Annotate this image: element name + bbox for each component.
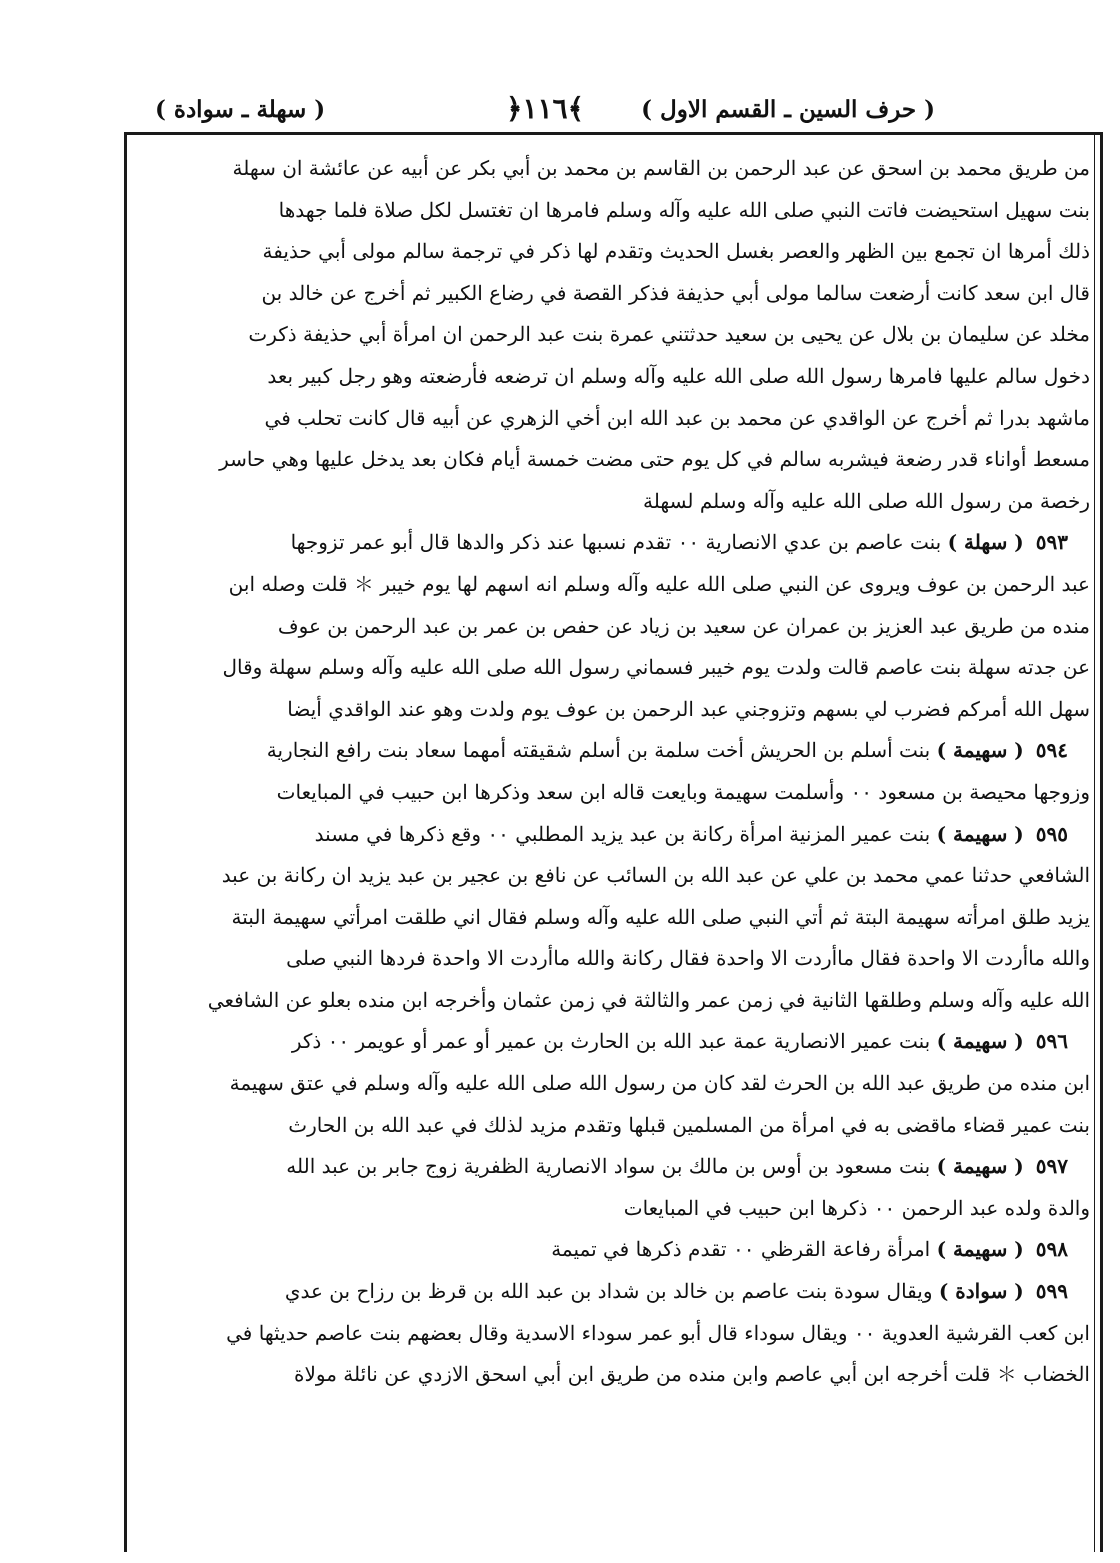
- text-line: [140, 314, 1090, 356]
- line-text: بنت أسلم بن الحريش أخت سلمة بن أسلم شقيقته أمهما سعاد بنت رافع النجارية: [266, 738, 931, 763]
- line-text: بنت عمير الانصارية عمة عبد الله بن الحارث بن عمير أو عمر أو عويمر ٠٠ ذكر: [291, 1029, 931, 1054]
- entry-number: ٥٩٥: [1035, 821, 1068, 846]
- line-text: عن جدته سهلة بنت عاصم قالت ولدت يوم خيبر فسماني رسول الله صلى الله عليه وآله وسلم سهلة وقال: [222, 655, 1090, 680]
- line-text: سهل الله أمركم فضرب لي بسهم وتزوجني عبد الرحمن بن عوف يوم ولدت وهو عند الواقدي أيضا: [287, 696, 1090, 721]
- text-line: [140, 772, 1090, 814]
- line-text: رخصة من رسول الله صلى الله عليه وآله وسلم لسهلة: [643, 488, 1090, 513]
- frame-right-rule: [1100, 132, 1103, 1552]
- entry-first-line: [140, 814, 1090, 856]
- line-text: الله عليه وآله وسلم وطلقها الثانية في زمن عمر والثالثة في زمن عثمان وأخرجه ابن منده بعلو عن الشافعي: [207, 987, 1090, 1012]
- entry-number: ٥٩٤: [1035, 738, 1068, 763]
- entry-number: ٥٩٨: [1035, 1237, 1068, 1262]
- text-line: [140, 148, 1090, 190]
- entry-name: ( سهيمة ): [936, 821, 1024, 846]
- line-text: امرأة رفاعة القرظي ٠٠ تقدم ذكرها في تميمة: [551, 1237, 931, 1262]
- entry-range-heading: ( سهلة ـ سوادة ): [155, 96, 326, 123]
- entry-number: ٥٩٩: [1035, 1279, 1068, 1304]
- text-line: [140, 1105, 1090, 1147]
- line-text: بنت مسعود بن أوس بن مالك بن سواد الانصارية الظفرية زوج جابر بن عبد الله: [286, 1154, 931, 1179]
- entry-name: ( سوادة ): [938, 1279, 1024, 1304]
- line-text: ويقال سودة بنت عاصم بن خالد بن شداد بن عبد الله بن قرظ بن رزاح بن عدي: [284, 1279, 933, 1304]
- text-line: [140, 855, 1090, 897]
- line-text: ابن كعب القرشية العدوية ٠٠ ويقال سوداء قال أبو عمر سوداء الاسدية وقال بعضهم بنت عاصم حديثها في: [226, 1320, 1090, 1345]
- text-line: [140, 897, 1090, 939]
- frame-right-inner-rule: [1094, 132, 1095, 1552]
- entry-number: ٥٩٦: [1035, 1029, 1068, 1054]
- body-text: [140, 148, 1090, 1396]
- entry-name: ( سهيمة ): [936, 1237, 1024, 1262]
- line-text: والله ماأردت الا واحدة فقال ماأردت الا واحدة فقال ركانة والله ماأردت الا واحدة فردها النبي صلى: [286, 946, 1090, 971]
- text-line: [140, 938, 1090, 980]
- frame-left-rule: [124, 132, 127, 1552]
- line-text: يزيد طلق امرأته سهيمة البتة ثم أتي النبي صلى الله عليه وآله وسلم فقال اني طلقت امرأتي سهيمة البتة: [231, 904, 1090, 929]
- line-text: قال ابن سعد كانت أرضعت سالما مولى أبي حذيفة فذكر القصة في رضاع الكبير ثم أخرج عن خالد بن: [261, 280, 1090, 305]
- text-line: [140, 398, 1090, 440]
- text-line: [140, 564, 1090, 606]
- text-line: [140, 1354, 1090, 1396]
- line-text: ذلك أمرها ان تجمع بين الظهر والعصر بغسل الحديث وتقدم لها ذكر في ترجمة سالم مولى أبي حذيفة: [262, 239, 1090, 264]
- line-text: الخضاب ＊ قلت أخرجه ابن أبي عاصم وابن منده من طريق ابن أبي اسحق الازدي عن نائلة مولاة: [294, 1362, 1090, 1387]
- text-line: [140, 356, 1090, 398]
- line-text: ابن منده من طريق عبد الله بن الحرث لقد كان من رسول الله صلى الله عليه وآله وسلم في عتق سهيمة: [229, 1071, 1090, 1096]
- line-text: بنت عمير قضاء ماقضى به في امرأة من المسلمين قبلها وتقدم مزيد لذلك في عبد الله بن الحارث: [288, 1112, 1090, 1137]
- line-text: دخول سالم عليها فامرها رسول الله صلى الله عليه وآله وسلم ان ترضعه فأرضعته وهو رجل كبير بعد: [267, 363, 1090, 388]
- line-text: عبد الرحمن بن عوف ويروى عن النبي صلى الله عليه وآله وسلم انه اسهم لها يوم خيبر ＊ قلت وصله ابن: [228, 571, 1090, 596]
- section-heading: ( حرف السين ـ القسم الاول ): [641, 96, 935, 123]
- entry-number: ٥٩٧: [1035, 1154, 1068, 1179]
- entry-first-line: [140, 1021, 1090, 1063]
- text-line: [140, 689, 1090, 731]
- line-text: وزوجها محيصة بن مسعود ٠٠ وأسلمت سهيمة وبايعت قاله ابن سعد وذكرها ابن حبيب في المبايعات: [276, 779, 1090, 804]
- page-number: ﴾١١٦﴿: [506, 92, 584, 125]
- text-line: [140, 647, 1090, 689]
- entry-first-line: [140, 522, 1090, 564]
- text-line: [140, 1063, 1090, 1105]
- entry-first-line: [140, 730, 1090, 772]
- line-text: والدة ولده عبد الرحمن ٠٠ ذكرها ابن حبيب في المبايعات: [623, 1195, 1090, 1220]
- text-line: [140, 190, 1090, 232]
- frame-top-rule: [124, 132, 1103, 135]
- text-line: [140, 606, 1090, 648]
- text-line: [140, 231, 1090, 273]
- entry-name: ( سهيمة ): [936, 1029, 1024, 1054]
- entry-number: ٥٩٣: [1035, 530, 1068, 555]
- text-line: [140, 1188, 1090, 1230]
- page-header: [155, 92, 935, 132]
- line-text: ماشهد بدرا ثم أخرج عن الواقدي عن محمد بن عبد الله ابن أخي الزهري عن أبيه قال كانت تحلب في: [264, 405, 1090, 430]
- line-text: بنت سهيل استحيضت فاتت النبي صلى الله عليه وآله وسلم فامرها ان تغتسل لكل صلاة فلما جهدها: [278, 197, 1090, 222]
- line-text: بنت عمير المزنية امرأة ركانة بن عبد يزيد المطلبي ٠٠ وقع ذكرها في مسند: [314, 821, 931, 846]
- text-line: [140, 439, 1090, 481]
- text-line: [140, 1313, 1090, 1355]
- entry-first-line: [140, 1146, 1090, 1188]
- entry-name: ( سهيمة ): [936, 1154, 1024, 1179]
- text-line: [140, 481, 1090, 523]
- entry-first-line: [140, 1271, 1090, 1313]
- text-line: [140, 273, 1090, 315]
- entry-name: ( سهيمة ): [936, 738, 1024, 763]
- text-line: [140, 980, 1090, 1022]
- line-text: بنت عاصم بن عدي الانصارية ٠٠ تقدم نسبها عند ذكر والدها قال أبو عمر تزوجها: [290, 530, 942, 555]
- line-text: منده من طريق عبد العزيز بن عمران عن سعيد بن زياد عن حفص بن عمر بن عبد الرحمن بن عوف: [277, 613, 1090, 638]
- line-text: مسعط أواناء قدر رضعة فيشربه سالم في كل يوم حتى مضت خمسة أيام فكان بعد يدخل عليها وهي حاسر: [219, 447, 1090, 472]
- line-text: من طريق محمد بن اسحق عن عبد الرحمن بن القاسم بن محمد بن أبي بكر عن أبيه عن عائشة ان سهلة: [232, 156, 1090, 180]
- entry-first-line: [140, 1229, 1090, 1271]
- entry-name: ( سهلة ): [947, 530, 1024, 555]
- line-text: الشافعي حدثنا عمي محمد بن علي عن عبد الله بن السائب عن نافع بن عجير بن عبد يزيد ان ركانة بن عبد: [221, 863, 1090, 888]
- line-text: مخلد عن سليمان بن بلال عن يحيى بن سعيد حدثتني عمرة بنت عبد الرحمن ان امرأة أبي حذيفة ذكرت: [248, 322, 1090, 347]
